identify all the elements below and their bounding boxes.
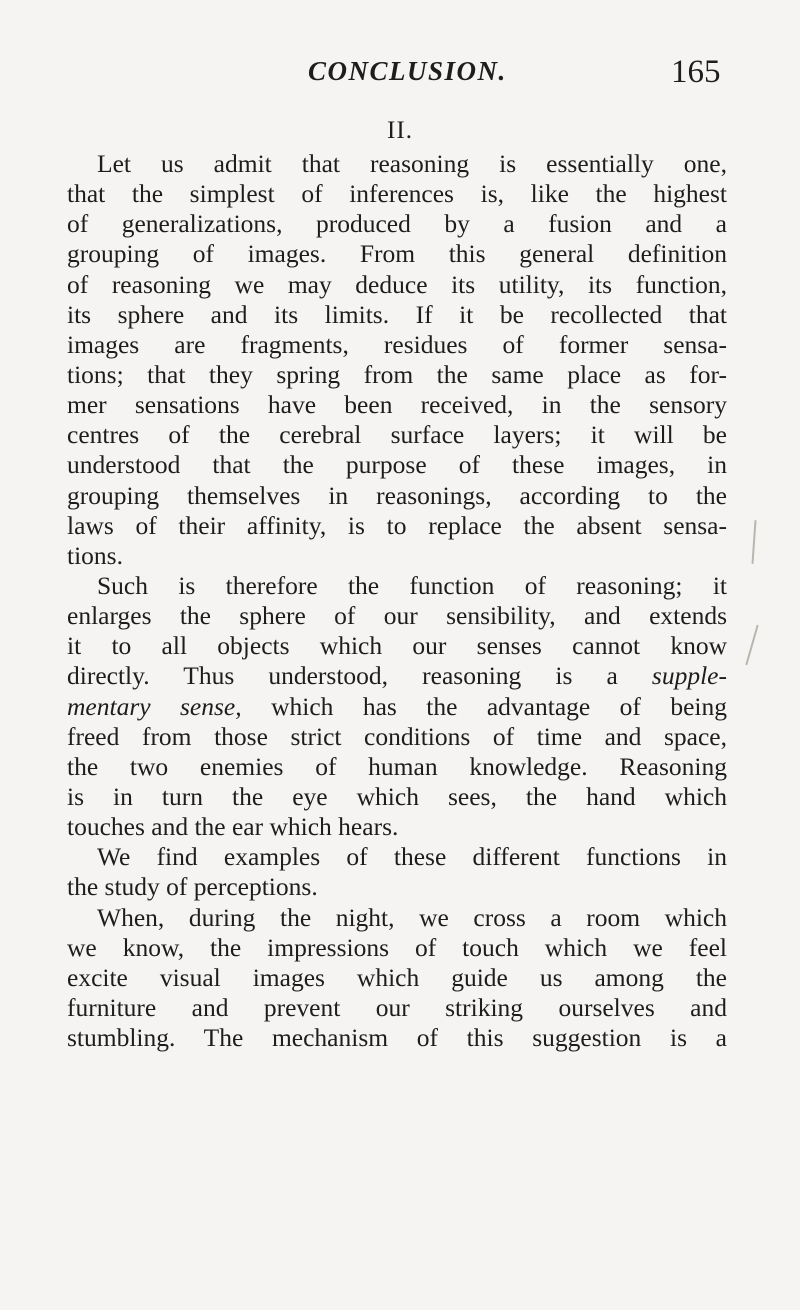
text-line <box>67 270 727 300</box>
text-line <box>67 149 727 179</box>
text-line <box>67 752 727 782</box>
text-line <box>67 360 727 390</box>
text-line <box>67 239 727 269</box>
text-line <box>67 481 727 511</box>
text-line-content: tions. <box>67 540 123 570</box>
text-line <box>67 300 727 330</box>
text-line <box>67 692 727 722</box>
body-text <box>67 149 727 1053</box>
text-line-content: grouping themselves in reasonings, according to the <box>67 480 727 510</box>
text-line <box>67 330 727 360</box>
text-line <box>67 179 727 209</box>
running-head <box>0 56 800 96</box>
text-line <box>67 722 727 752</box>
text-line-content: enlarges the sphere of our sensibility, and extends <box>67 601 727 631</box>
text-line-content: furniture and prevent our striking ourselves and <box>67 992 727 1022</box>
text-line <box>67 390 727 420</box>
margin-pencil-mark <box>751 520 756 564</box>
text-line <box>67 541 727 571</box>
text-line-content: mer sensations have been received, in the sensory <box>67 390 727 420</box>
text-line-content: which has the advantage of being <box>241 691 728 721</box>
text-line-content: grouping of images. From this general definition <box>67 239 727 269</box>
text-line-content: its sphere and its limits. If it be recollected that <box>67 299 727 329</box>
text-line-content: laws of their affinity, is to replace the absent sensa- <box>67 510 727 540</box>
text-line <box>67 209 727 239</box>
text-line <box>67 571 727 601</box>
text-line-content: directly. Thus understood, reasoning is a <box>67 661 652 691</box>
text-line <box>67 993 727 1023</box>
running-title: CONCLUSION. <box>308 56 507 86</box>
text-line-content: When, during the night, we cross a room which <box>97 902 727 932</box>
text-line-content: we know, the impressions of touch which we feel <box>67 932 727 962</box>
text-line <box>67 1023 727 1053</box>
text-line <box>67 631 727 661</box>
text-line <box>67 933 727 963</box>
text-line-content: tions; that they spring from the same place as for- <box>67 359 727 389</box>
text-line-content: it to all objects which our senses cannot know <box>67 631 727 661</box>
text-line <box>67 450 727 480</box>
text-line-content: touches and the ear which hears. <box>67 812 399 842</box>
text-line-content: the two enemies of human knowledge. Reasoning <box>67 751 727 781</box>
text-line-content: that the simplest of inferences is, like the highest <box>67 179 727 209</box>
text-line-content: We find examples of these different functions in <box>97 842 727 872</box>
text-line <box>67 812 727 842</box>
text-line-content: the study of perceptions. <box>67 872 318 902</box>
text-line-content: of reasoning we may deduce its utility, its function, <box>67 269 727 299</box>
text-line <box>67 511 727 541</box>
text-line <box>67 782 727 812</box>
text-line-content: freed from those strict conditions of time and space, <box>67 721 727 751</box>
text-line-content: Such is therefore the function of reasoning; it <box>97 570 727 600</box>
text-line-content: excite visual images which guide us among the <box>67 962 727 992</box>
text-line <box>67 963 727 993</box>
italic-phrase: supple- <box>651 661 727 691</box>
text-line <box>67 872 727 902</box>
text-line-content: centres of the cerebral surface layers; it will be <box>67 420 727 450</box>
text-line-content: is in turn the eye which sees, the hand which <box>67 781 727 811</box>
section-heading: II. <box>387 117 413 144</box>
text-line <box>67 903 727 933</box>
text-line <box>67 842 727 872</box>
text-line-content: stumbling. The mechanism of this suggestion is a <box>67 1023 727 1053</box>
italic-phrase: mentary sense, <box>67 691 242 721</box>
text-line <box>67 420 727 450</box>
text-line-content: Let us admit that reasoning is essentially one, <box>97 149 727 178</box>
page-number: 165 <box>671 54 721 90</box>
text-line <box>67 601 727 631</box>
text-line-content: understood that the purpose of these images, in <box>67 450 727 480</box>
text-line-content: of generalizations, produced by a fusion and a <box>67 209 727 239</box>
margin-pencil-mark <box>745 625 758 666</box>
text-line-content: images are fragments, residues of former sensa- <box>67 329 727 359</box>
text-line <box>67 661 727 691</box>
